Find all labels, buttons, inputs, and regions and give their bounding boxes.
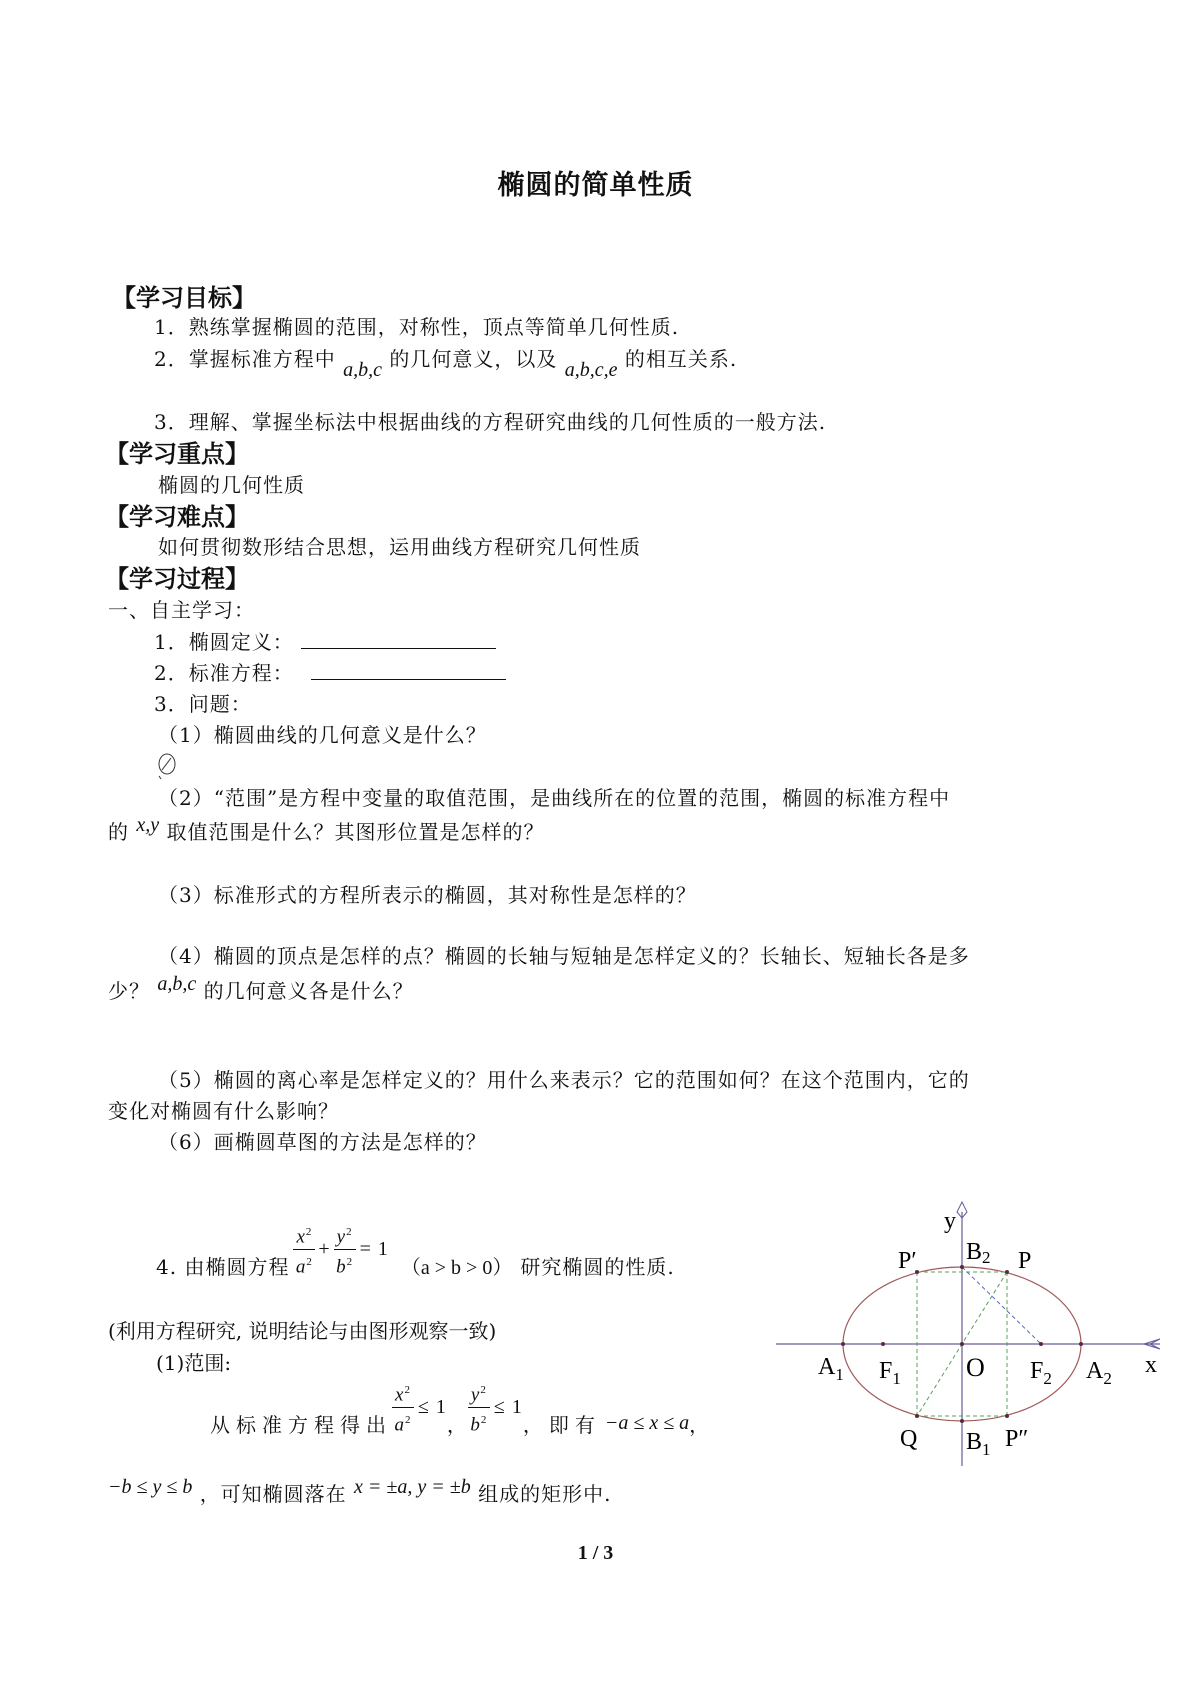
process-heading: 【学习过程】 (105, 565, 249, 593)
exponent: 2 (404, 1414, 412, 1427)
math-rectangle-bounds: x = ±a, y = ±b (354, 1476, 471, 1498)
math-abc-2: a,b,c (157, 973, 197, 995)
question-4-line1: （4）椭圆的顶点是怎样的点？椭圆的长轴与短轴是怎样定义的？长轴长、短轴长各是多 (158, 944, 970, 968)
questions-label: 3．问题： (154, 692, 252, 716)
ellipse-diagram (770, 1200, 1170, 1480)
label-origin: O (966, 1353, 985, 1382)
range-line2-mid: ，可知椭圆落在 (199, 1482, 347, 1506)
range-line-2 (108, 1478, 611, 1507)
section-4-note: (利用方程研究, 说明结论与由图形观察一致) (108, 1319, 497, 1343)
math-abce: a,b,c,e (564, 359, 618, 381)
label-q: Q (900, 1426, 918, 1452)
comma: ， (689, 1413, 711, 1438)
label-x-axis: x (1145, 1352, 1157, 1378)
label-f2: $F_2$ (1030, 1358, 1052, 1388)
range-label: (1)范围: (156, 1351, 232, 1375)
question-3: （3）标准形式的方程所表示的椭圆，其对称性是怎样的？ (158, 883, 697, 907)
equation-row (154, 657, 506, 686)
le-one: ≤ 1 (417, 1396, 447, 1419)
objective-item-2 (154, 343, 738, 381)
equation-blank[interactable] (311, 661, 506, 680)
question-5-line2: 变化对椭圆有什么影响？ (108, 1099, 339, 1123)
math-y-range: −b ≤ y ≤ b (108, 1476, 193, 1498)
frac-den-b: b (470, 1414, 481, 1436)
page-number: 1 / 3 (577, 1542, 614, 1564)
definition-row (154, 626, 496, 655)
definition-blank[interactable] (301, 630, 496, 649)
frac-num-x: x (395, 1384, 405, 1406)
comma: ， (446, 1413, 468, 1438)
range-line-1 (210, 1378, 710, 1438)
difficulties-heading: 【学习难点】 (105, 503, 249, 531)
label-p: P (1018, 1248, 1032, 1274)
fraction-y2-b2 (334, 1220, 356, 1280)
exponent: 2 (346, 1256, 354, 1269)
label-p-prime: P′ (898, 1248, 917, 1274)
exponent: 2 (306, 1256, 313, 1269)
part1-label: 一、自主学习： (108, 598, 255, 622)
exponent: 2 (480, 1384, 487, 1396)
frac-num-y: y (470, 1384, 481, 1406)
fraction-x2-a2 (293, 1220, 315, 1280)
question-2-line2 (108, 816, 544, 845)
label-y-axis: y (944, 1208, 956, 1234)
exponent: 2 (346, 1226, 353, 1238)
dashed-b2-f2 (962, 1267, 1041, 1344)
frac-num-x: x (296, 1226, 306, 1248)
objective-item-2-prefix: 2．掌握标准方程中 (154, 347, 336, 371)
label-b2: B2 (966, 1239, 991, 1267)
objectives-heading: 【学习目标】 (112, 284, 256, 312)
objective-item-2-suffix: 的相互关系. (624, 347, 738, 371)
question-2-line1: （2）“范围”是方程中变量的取值范围，是曲线所在的位置的范围，椭圆的标准方程中 (158, 786, 951, 810)
label-a2: $A_2$ (1086, 1358, 1112, 1388)
range-text-prefix: 从标准方程得出 (210, 1413, 392, 1438)
difficulties-text: 如何贯彻数形结合思想，运用曲线方程研究几何性质 (158, 535, 641, 559)
label-b1: $B_1$ (966, 1429, 991, 1459)
frac-den-a: a (394, 1414, 405, 1436)
range-text-mid: ，即有 (522, 1413, 601, 1438)
condition-a-b-0: （a > b > 0） (400, 1257, 513, 1280)
label-p-double-prime: P″ (1005, 1426, 1029, 1452)
section-4-suffix: 研究椭圆的性质. (520, 1255, 675, 1280)
equation-label: 2．标准方程： (154, 661, 294, 685)
fraction-y2-b2-le (468, 1378, 490, 1438)
exponent: 2 (404, 1384, 411, 1396)
definition-label: 1．椭圆定义： (154, 630, 294, 654)
plus-sign: + (318, 1238, 331, 1261)
objective-item-2-mid: 的几何意义，以及 (389, 347, 558, 371)
math-x-range: −a ≤ x ≤ a (604, 1412, 690, 1435)
key-points-text: 椭圆的几何性质 (158, 473, 305, 497)
document-title: 椭圆的简单性质 (497, 170, 694, 201)
objective-item-3: 3．理解、掌握坐标法中根据曲线的方程研究曲线的几何性质的一般方法. (154, 410, 827, 434)
key-points-heading: 【学习重点】 (105, 440, 249, 468)
question-2-line2-prefix: 的 (108, 820, 129, 844)
frac-den-b: b (336, 1256, 347, 1278)
equals-one: = 1 (359, 1238, 389, 1261)
exponent: 2 (480, 1414, 488, 1427)
fraction-x2-a2-le (392, 1378, 414, 1438)
question-1: （1）椭圆曲线的几何意义是什么？ (158, 723, 487, 747)
handwritten-circle-mark (156, 752, 178, 780)
question-5-line1: （5）椭圆的离心率是怎样定义的？用什么来表示？它的范围如何？在这个范围内，它的 (158, 1068, 970, 1092)
math-xy: x,y (136, 814, 160, 836)
math-abc: a,b,c (343, 359, 382, 381)
label-f1: $F_1$ (879, 1358, 901, 1388)
question-2-line2-suffix: 取值范围是什么？其图形位置是怎样的？ (166, 820, 545, 844)
question-4-line2 (108, 975, 414, 1004)
section-4-prefix: 4. 由椭圆方程 (156, 1255, 290, 1280)
question-6: （6）画椭圆草图的方法是怎样的？ (158, 1130, 487, 1154)
label-a1: $A_1$ (818, 1354, 844, 1384)
frac-num-y: y (336, 1226, 347, 1248)
question-4-line2-prefix: 少？ (108, 979, 150, 1003)
section-4-line (156, 1220, 675, 1280)
frac-den-a: a (295, 1256, 307, 1278)
le-one: ≤ 1 (493, 1396, 523, 1419)
range-line2-suffix: 组成的矩形中. (478, 1482, 612, 1506)
question-4-line2-suffix: 的几何意义各是什么？ (203, 979, 414, 1003)
objective-item-1: 1．熟练掌握椭圆的范围，对称性，顶点等简单几何性质. (154, 315, 680, 339)
exponent: 2 (305, 1226, 313, 1238)
